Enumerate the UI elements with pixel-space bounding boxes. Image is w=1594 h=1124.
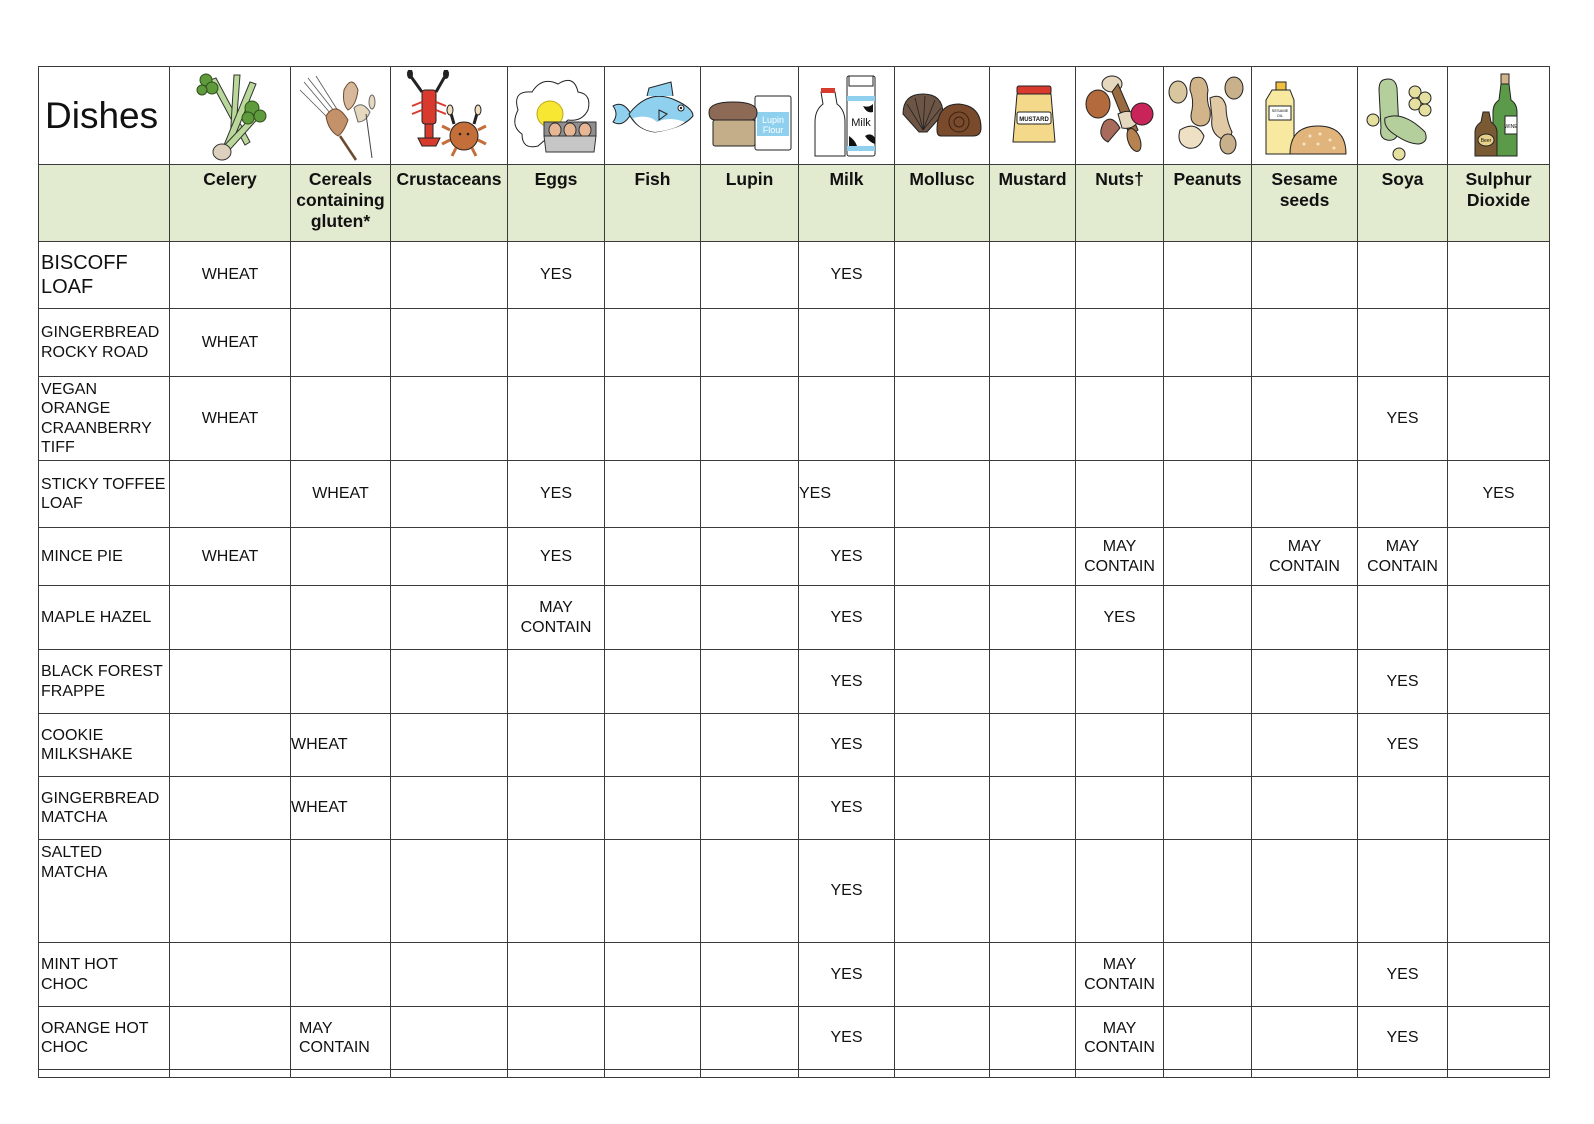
soya-cell — [1358, 67, 1448, 165]
svg-text:Milk: Milk — [850, 116, 871, 129]
table-row — [39, 377, 1550, 461]
allergen-cell — [605, 650, 701, 714]
empty-cell — [291, 1070, 391, 1078]
svg-text:Beer: Beer — [1480, 137, 1491, 144]
allergen-cell — [1448, 528, 1550, 586]
allergen-cell — [701, 650, 799, 714]
allergen-cell — [170, 714, 291, 777]
milk-icon — [811, 70, 883, 162]
allergen-cell — [605, 943, 701, 1007]
allergen-cell — [1164, 309, 1252, 377]
allergen-cell — [1076, 461, 1164, 528]
header-dish-blank — [39, 165, 170, 242]
table-row — [39, 650, 1550, 714]
mollusc-cell — [895, 67, 990, 165]
allergen-cell — [1164, 586, 1252, 650]
allergen-cell — [1076, 714, 1164, 777]
table-title: Dishes — [39, 67, 170, 165]
header-mustard: Mustard — [990, 165, 1076, 242]
allergen-cell: YES — [799, 461, 895, 528]
empty-cell — [1164, 1070, 1252, 1078]
header-eggs: Eggs — [508, 165, 605, 242]
allergen-cell — [605, 840, 701, 943]
allergen-cell — [1164, 242, 1252, 309]
allergen-cell — [1448, 777, 1550, 840]
allergen-cell: MAY CONTAIN — [1076, 528, 1164, 586]
allergen-cell — [1448, 650, 1550, 714]
allergen-body — [39, 242, 1550, 1078]
allergen-cell — [605, 242, 701, 309]
allergen-cell — [990, 461, 1076, 528]
fish-icon — [609, 70, 697, 162]
allergen-cell — [895, 586, 990, 650]
allergen-cell — [701, 377, 799, 461]
dish-name: GINGERBREAD ROCKY ROAD — [39, 309, 170, 377]
empty-cell — [39, 1070, 170, 1078]
lupin-cell — [701, 67, 799, 165]
allergen-cell — [508, 1007, 605, 1070]
allergen-cell — [391, 242, 508, 309]
header-peanuts: Peanuts — [1164, 165, 1252, 242]
allergen-cell — [605, 777, 701, 840]
svg-text:SESAME: SESAME — [1271, 107, 1288, 113]
allergen-cell — [701, 309, 799, 377]
lupin-icon — [705, 70, 795, 162]
allergen-cell — [605, 377, 701, 461]
allergen-cell — [1448, 714, 1550, 777]
allergen-cell — [1448, 242, 1550, 309]
allergen-cell: YES — [799, 1007, 895, 1070]
allergen-cell — [990, 714, 1076, 777]
allergen-cell — [291, 840, 391, 943]
sulphur-dioxide-icon — [1469, 70, 1529, 162]
allergen-cell — [1448, 309, 1550, 377]
header-lupin: Lupin — [701, 165, 799, 242]
sesame-cell — [1252, 67, 1358, 165]
allergen-cell — [291, 309, 391, 377]
empty-cell — [1076, 1070, 1164, 1078]
mollusc-icon — [897, 70, 987, 162]
allergen-cell — [1252, 309, 1358, 377]
dish-name: VEGAN ORANGE CRAANBERRY TIFF — [39, 377, 170, 461]
allergen-cell — [701, 586, 799, 650]
allergen-cell: YES — [1358, 1007, 1448, 1070]
allergen-cell: MAY CONTAIN — [1076, 943, 1164, 1007]
allergen-cell — [170, 650, 291, 714]
soya-icon — [1363, 70, 1443, 162]
dish-name: MINCE PIE — [39, 528, 170, 586]
allergen-cell — [1164, 714, 1252, 777]
table-row — [39, 461, 1550, 528]
dish-name: BISCOFF LOAF — [39, 242, 170, 309]
peanuts-icon — [1166, 70, 1250, 162]
allergen-cell — [1252, 840, 1358, 943]
allergen-cell: MAY CONTAIN — [1076, 1007, 1164, 1070]
allergen-cell — [508, 377, 605, 461]
allergen-cell — [391, 650, 508, 714]
allergen-cell — [170, 943, 291, 1007]
allergen-cell — [1252, 714, 1358, 777]
empty-cell — [895, 1070, 990, 1078]
allergen-cell — [605, 309, 701, 377]
milk-cell — [799, 67, 895, 165]
dish-name: MINT HOT CHOC — [39, 943, 170, 1007]
allergen-cell — [1448, 377, 1550, 461]
allergen-cell: WHEAT — [291, 714, 391, 777]
eggs-cell — [508, 67, 605, 165]
allergen-cell — [1252, 777, 1358, 840]
allergen-cell — [895, 943, 990, 1007]
allergen-cell — [1358, 777, 1448, 840]
dish-name: GINGERBREAD MATCHA — [39, 777, 170, 840]
dish-name: COOKIE MILKSHAKE — [39, 714, 170, 777]
allergen-cell — [391, 586, 508, 650]
allergen-cell — [990, 943, 1076, 1007]
allergen-cell: MAY CONTAIN — [1252, 528, 1358, 586]
allergen-cell — [1076, 777, 1164, 840]
allergen-cell — [701, 1007, 799, 1070]
header-fish: Fish — [605, 165, 701, 242]
allergen-cell: WHEAT — [291, 777, 391, 840]
table-row — [39, 777, 1550, 840]
allergen-cell: YES — [799, 242, 895, 309]
header-soya: Soya — [1358, 165, 1448, 242]
allergen-cell — [391, 714, 508, 777]
allergen-cell — [291, 650, 391, 714]
allergen-cell — [291, 242, 391, 309]
allergen-cell — [895, 528, 990, 586]
crustaceans-cell — [391, 67, 508, 165]
allergen-cell — [895, 377, 990, 461]
empty-cell — [170, 1070, 291, 1078]
dish-name: ORANGE HOT CHOC — [39, 1007, 170, 1070]
header-sulphur-dioxide: Sulphur Dioxide — [1448, 165, 1550, 242]
allergen-cell — [1252, 1007, 1358, 1070]
allergen-cell — [799, 377, 895, 461]
allergen-cell — [508, 650, 605, 714]
allergen-cell — [1252, 586, 1358, 650]
table-row — [39, 1007, 1550, 1070]
allergen-cell — [990, 586, 1076, 650]
allergen-cell: WHEAT — [170, 242, 291, 309]
allergen-cell — [1448, 943, 1550, 1007]
allergen-cell — [605, 714, 701, 777]
allergen-cell: YES — [1448, 461, 1550, 528]
celery-cell — [170, 67, 291, 165]
allergen-cell — [170, 461, 291, 528]
allergen-cell — [701, 528, 799, 586]
icon-row — [39, 67, 1550, 165]
allergen-cell — [1252, 650, 1358, 714]
allergen-cell — [701, 714, 799, 777]
allergen-cell: YES — [799, 840, 895, 943]
allergen-cell — [1448, 586, 1550, 650]
allergen-cell — [701, 242, 799, 309]
allergen-cell — [1358, 461, 1448, 528]
allergen-cell — [990, 377, 1076, 461]
allergen-cell — [701, 777, 799, 840]
allergen-cell — [291, 528, 391, 586]
allergen-cell: YES — [508, 528, 605, 586]
allergen-cell: MAY CONTAIN — [291, 1007, 391, 1070]
allergen-cell: MAY CONTAIN — [1358, 528, 1448, 586]
allergen-cell — [1448, 1007, 1550, 1070]
empty-cell — [799, 1070, 895, 1078]
allergen-cell: YES — [799, 586, 895, 650]
sesame-icon — [1260, 70, 1350, 162]
allergen-cell — [1164, 461, 1252, 528]
allergen-cell: YES — [1358, 377, 1448, 461]
empty-cell — [605, 1070, 701, 1078]
allergen-cell — [1076, 650, 1164, 714]
empty-cell — [1358, 1070, 1448, 1078]
allergen-cell: YES — [799, 714, 895, 777]
svg-text:OIL: OIL — [1276, 112, 1283, 118]
nuts-cell — [1076, 67, 1164, 165]
allergen-cell — [1358, 309, 1448, 377]
allergen-cell — [391, 309, 508, 377]
allergen-cell — [701, 943, 799, 1007]
allergen-cell: YES — [799, 650, 895, 714]
allergen-table — [38, 66, 1550, 1078]
allergen-cell: YES — [799, 528, 895, 586]
table-row — [39, 943, 1550, 1007]
nuts-icon — [1082, 70, 1158, 162]
cereals-cell — [291, 67, 391, 165]
allergen-cell — [990, 309, 1076, 377]
allergen-cell: WHEAT — [170, 309, 291, 377]
allergen-cell — [605, 461, 701, 528]
empty-cell — [1252, 1070, 1358, 1078]
allergen-cell: WHEAT — [291, 461, 391, 528]
allergen-cell: MAY CONTAIN — [508, 586, 605, 650]
svg-text:Lupin: Lupin — [761, 114, 784, 125]
allergen-cell — [508, 714, 605, 777]
table-row — [39, 586, 1550, 650]
header-celery: Celery — [170, 165, 291, 242]
mustard-icon — [1003, 70, 1063, 162]
allergen-cell — [895, 309, 990, 377]
allergen-cell — [391, 461, 508, 528]
empty-cell — [391, 1070, 508, 1078]
allergen-cell: YES — [799, 943, 895, 1007]
allergen-cell — [895, 461, 990, 528]
allergen-cell — [1164, 777, 1252, 840]
svg-text:Flour: Flour — [762, 124, 783, 135]
allergen-cell — [291, 586, 391, 650]
allergen-cell — [391, 377, 508, 461]
dish-name: MAPLE HAZEL — [39, 586, 170, 650]
allergen-cell — [990, 840, 1076, 943]
allergen-cell — [1076, 377, 1164, 461]
crustaceans-icon — [404, 70, 494, 162]
allergen-cell — [1164, 840, 1252, 943]
celery-icon — [190, 70, 270, 162]
header-nuts: Nuts† — [1076, 165, 1164, 242]
allergen-cell — [895, 840, 990, 943]
allergen-cell — [701, 840, 799, 943]
peanuts-cell — [1164, 67, 1252, 165]
allergen-header-row — [39, 165, 1550, 242]
allergen-cell — [990, 650, 1076, 714]
allergen-cell — [605, 586, 701, 650]
table-row — [39, 714, 1550, 777]
allergen-cell — [895, 1007, 990, 1070]
allergen-cell — [990, 242, 1076, 309]
header-sesame: Sesame seeds — [1252, 165, 1358, 242]
allergen-cell — [508, 943, 605, 1007]
allergen-cell — [508, 309, 605, 377]
allergen-cell — [895, 777, 990, 840]
allergen-cell — [895, 650, 990, 714]
dish-name: SALTED MATCHA — [39, 840, 170, 943]
allergen-cell — [1164, 943, 1252, 1007]
allergen-cell — [1164, 1007, 1252, 1070]
allergen-cell — [701, 461, 799, 528]
allergen-cell: YES — [1358, 714, 1448, 777]
allergen-cell: YES — [799, 777, 895, 840]
allergen-cell — [291, 377, 391, 461]
allergen-cell — [508, 840, 605, 943]
header-mollusc: Mollusc — [895, 165, 990, 242]
allergen-cell — [391, 840, 508, 943]
svg-text:MUSTARD: MUSTARD — [1018, 116, 1049, 123]
allergen-cell — [1252, 242, 1358, 309]
allergen-cell: WHEAT — [170, 528, 291, 586]
allergen-cell — [1076, 840, 1164, 943]
allergen-cell: WHEAT — [170, 377, 291, 461]
header-cereals: Cereals containing gluten* — [291, 165, 391, 242]
allergen-cell — [990, 528, 1076, 586]
allergen-cell — [1252, 943, 1358, 1007]
allergen-cell — [170, 586, 291, 650]
allergen-cell — [170, 1007, 291, 1070]
allergen-cell — [1448, 840, 1550, 943]
allergen-cell — [391, 943, 508, 1007]
sulphur-dioxide-cell — [1448, 67, 1550, 165]
table-row — [39, 242, 1550, 309]
allergen-cell — [170, 777, 291, 840]
allergen-cell — [1164, 650, 1252, 714]
header-milk: Milk — [799, 165, 895, 242]
allergen-cell — [1164, 377, 1252, 461]
allergen-cell: YES — [1076, 586, 1164, 650]
empty-cell — [990, 1070, 1076, 1078]
allergen-cell — [1252, 377, 1358, 461]
allergen-cell — [990, 777, 1076, 840]
empty-cell — [701, 1070, 799, 1078]
allergen-cell — [170, 840, 291, 943]
empty-cell — [1448, 1070, 1550, 1078]
allergen-cell — [1076, 309, 1164, 377]
table-row — [39, 840, 1550, 943]
allergen-cell — [508, 777, 605, 840]
allergen-cell — [291, 943, 391, 1007]
allergen-cell: YES — [1358, 650, 1448, 714]
allergen-cell — [605, 528, 701, 586]
allergen-cell — [391, 1007, 508, 1070]
mustard-cell — [990, 67, 1076, 165]
allergen-cell — [391, 777, 508, 840]
allergen-cell — [391, 528, 508, 586]
svg-text:WINE: WINE — [1503, 123, 1518, 130]
allergen-cell — [1358, 242, 1448, 309]
header-crustaceans: Crustaceans — [391, 165, 508, 242]
empty-cell — [508, 1070, 605, 1078]
allergen-cell — [1358, 840, 1448, 943]
trailing-empty-row — [39, 1070, 1550, 1078]
allergen-cell — [1252, 461, 1358, 528]
allergen-cell — [895, 714, 990, 777]
allergen-cell — [605, 1007, 701, 1070]
allergen-cell — [990, 1007, 1076, 1070]
allergen-cell — [799, 309, 895, 377]
allergen-cell — [895, 242, 990, 309]
allergen-cell — [1164, 528, 1252, 586]
table-row — [39, 528, 1550, 586]
allergen-cell: YES — [1358, 943, 1448, 1007]
allergen-cell: YES — [508, 461, 605, 528]
allergen-cell: YES — [508, 242, 605, 309]
eggs-icon — [508, 70, 604, 162]
allergen-cell — [1358, 586, 1448, 650]
table-row — [39, 309, 1550, 377]
allergen-cell — [1076, 242, 1164, 309]
dish-name: BLACK FOREST FRAPPE — [39, 650, 170, 714]
dish-name: STICKY TOFFEE LOAF — [39, 461, 170, 528]
cereals-icon — [296, 70, 386, 162]
fish-cell — [605, 67, 701, 165]
